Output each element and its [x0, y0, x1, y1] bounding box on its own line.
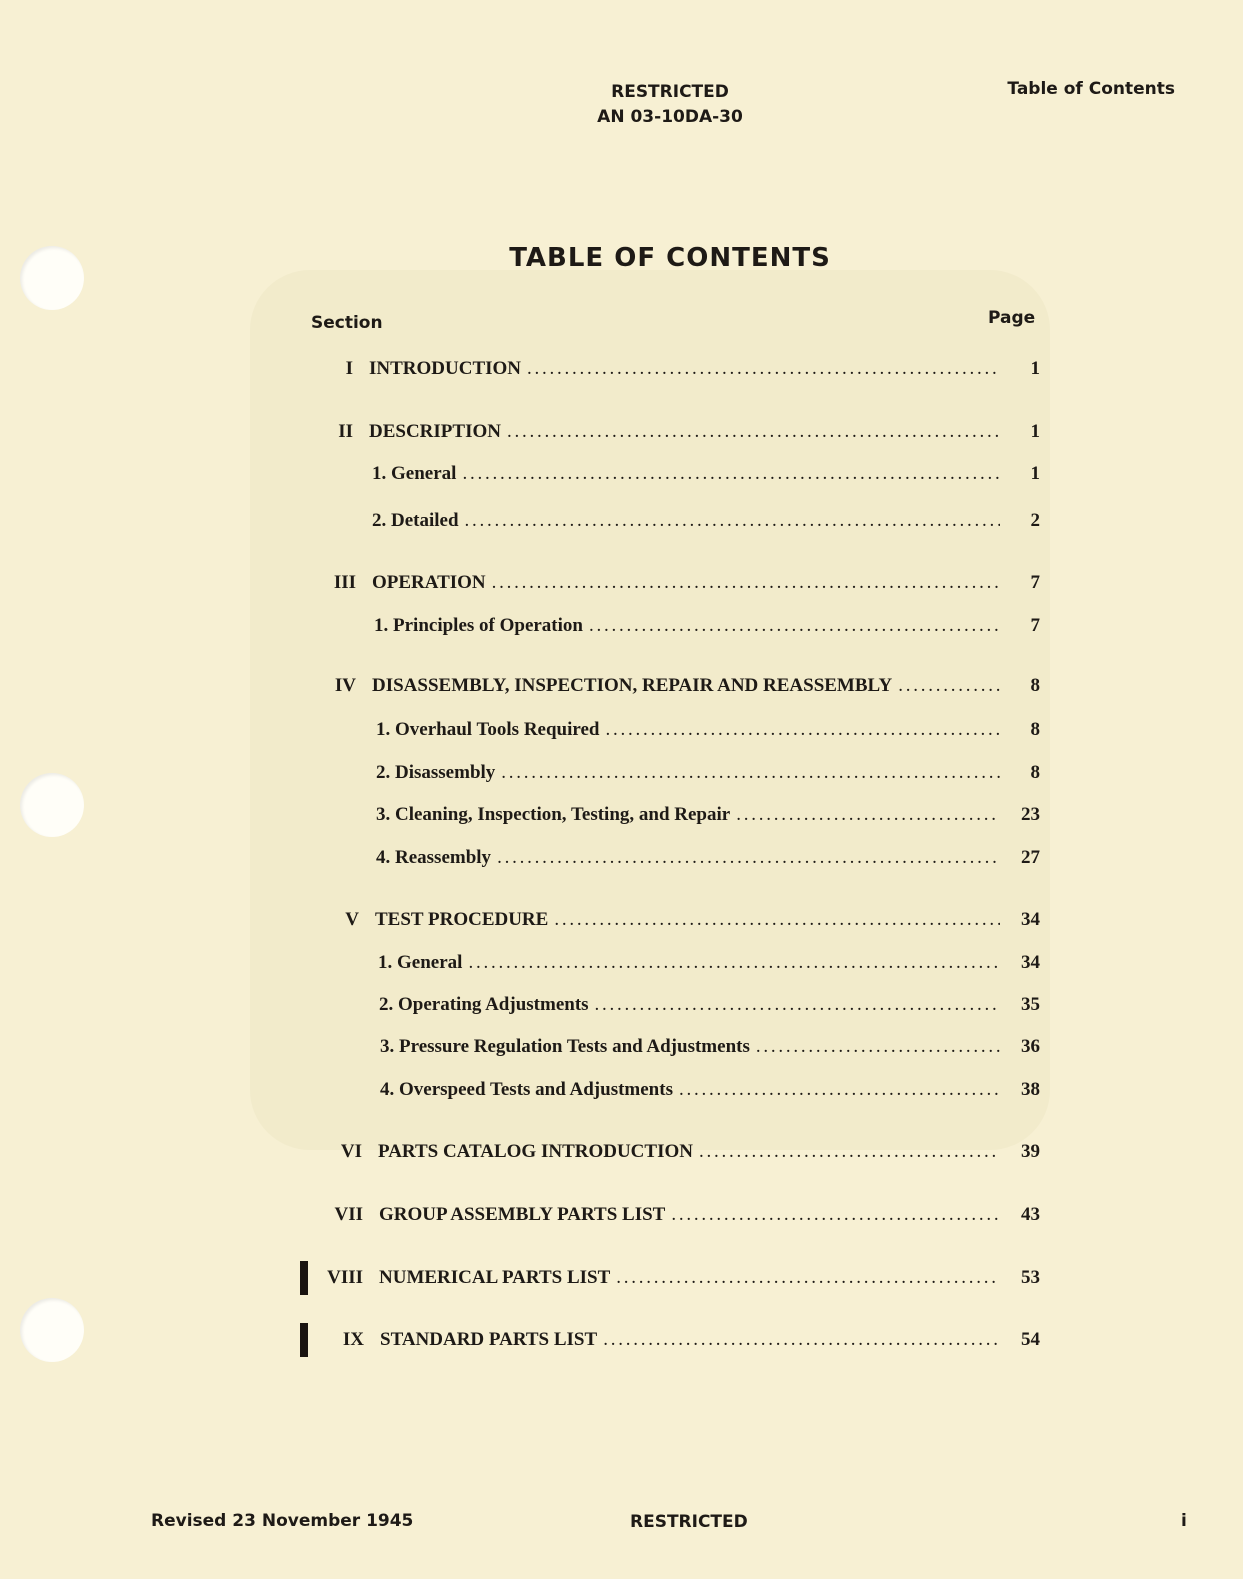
toc-entry	[300, 847, 1040, 871]
entry-page: 36	[1021, 1036, 1040, 1057]
toc-entry	[300, 909, 1040, 933]
toc-entry	[300, 719, 1040, 743]
section-number: I	[345, 358, 353, 379]
toc-entry	[300, 510, 1040, 534]
entry-title: 2. Detailed	[372, 510, 459, 531]
dot-leader	[616, 1267, 1000, 1289]
entry-page: 43	[1021, 1204, 1040, 1225]
dot-leader	[507, 421, 1000, 443]
toc-entry	[300, 804, 1040, 828]
entry-page: 39	[1021, 1141, 1040, 1162]
entry-page: 7	[1030, 572, 1040, 593]
document-number: AN 03-10DA-30	[597, 107, 743, 127]
binder-hole	[20, 246, 84, 310]
entry-page: 54	[1021, 1329, 1040, 1350]
entry-title: 2. Operating Adjustments	[379, 994, 589, 1015]
entry-title: NUMERICAL PARTS LIST	[379, 1267, 611, 1288]
toc-entry	[300, 615, 1040, 639]
section-number: VIII	[327, 1267, 363, 1288]
section-number: VI	[340, 1141, 362, 1162]
section-number: III	[333, 572, 356, 593]
dot-leader	[679, 1079, 1000, 1101]
entry-page: 27	[1021, 847, 1040, 868]
running-title: Table of Contents	[1007, 79, 1175, 99]
toc-entry	[300, 421, 1040, 445]
entry-page: 35	[1021, 994, 1040, 1015]
entry-title: OPERATION	[372, 572, 486, 593]
entry-page: 8	[1030, 762, 1040, 783]
entry-page: 7	[1030, 615, 1040, 636]
binder-hole	[20, 1298, 84, 1362]
section-number: VII	[334, 1204, 363, 1225]
entry-page: 2	[1030, 510, 1040, 531]
entry-page: 34	[1021, 909, 1040, 930]
dot-leader	[501, 762, 1000, 784]
entry-title: 2. Disassembly	[376, 762, 496, 783]
revision-bar	[300, 1323, 308, 1357]
toc-entry	[300, 762, 1040, 786]
entry-page: 53	[1021, 1267, 1040, 1288]
toc-entry	[300, 1141, 1040, 1165]
entry-title: GROUP ASSEMBLY PARTS LIST	[379, 1204, 666, 1225]
entry-page: 34	[1021, 952, 1040, 973]
entry-title: 1. Overhaul Tools Required	[376, 719, 600, 740]
dot-leader	[756, 1036, 1000, 1058]
entry-title: 4. Overspeed Tests and Adjustments	[380, 1079, 673, 1100]
revision-date: Revised 23 November 1945	[151, 1511, 414, 1531]
entry-page: 1	[1030, 463, 1040, 484]
entry-page: 23	[1021, 804, 1040, 825]
toc-entry	[300, 572, 1040, 596]
dot-leader	[595, 994, 1000, 1016]
dot-leader	[589, 615, 1000, 637]
entry-title: 3. Pressure Regulation Tests and Adjustments	[380, 1036, 750, 1057]
revision-bar	[300, 1261, 308, 1295]
page-title: TABLE OF CONTENTS	[509, 243, 831, 273]
toc-entry	[300, 1204, 1040, 1228]
dot-leader	[736, 804, 1000, 826]
entry-title: STANDARD PARTS LIST	[380, 1329, 598, 1350]
dot-leader	[699, 1141, 1000, 1163]
toc-entry	[300, 675, 1040, 699]
page-number: i	[1181, 1511, 1187, 1531]
section-number: IV	[334, 675, 356, 696]
footer-classification: RESTRICTED	[630, 1512, 748, 1532]
entry-title: 4. Reassembly	[376, 847, 492, 868]
entry-page: 1	[1030, 421, 1040, 442]
entry-title: DISASSEMBLY, INSPECTION, REPAIR AND REASSEMBLY	[372, 675, 893, 696]
section-column-header: Section	[311, 313, 383, 333]
dot-leader	[527, 358, 1000, 380]
section-number: II	[338, 421, 353, 442]
toc-entry	[300, 952, 1040, 976]
section-number: V	[345, 909, 359, 930]
entry-title: INTRODUCTION	[369, 358, 522, 379]
entry-page: 8	[1030, 719, 1040, 740]
page-column-header: Page	[988, 308, 1036, 328]
entry-title: 1. Principles of Operation	[374, 615, 583, 636]
entry-title: 1. General	[378, 952, 463, 973]
dot-leader	[898, 675, 1000, 697]
dot-leader	[462, 463, 1000, 485]
entry-title: TEST PROCEDURE	[375, 909, 549, 930]
toc-entry	[300, 358, 1040, 382]
header-classification: RESTRICTED	[611, 82, 729, 102]
entry-title: PARTS CATALOG INTRODUCTION	[378, 1141, 693, 1162]
dot-leader	[671, 1204, 1000, 1226]
entry-page: 8	[1030, 675, 1040, 696]
entry-title: 1. General	[372, 463, 457, 484]
toc-entry	[300, 994, 1040, 1018]
entry-page: 1	[1030, 358, 1040, 379]
page-stain	[250, 270, 1050, 1150]
dot-leader	[603, 1329, 1000, 1351]
toc-entry	[300, 1267, 1040, 1291]
dot-leader	[468, 952, 1000, 974]
dot-leader	[605, 719, 1000, 741]
dot-leader	[492, 572, 1000, 594]
dot-leader	[497, 847, 1000, 869]
toc-entry	[300, 1079, 1040, 1103]
entry-title: 3. Cleaning, Inspection, Testing, and Repair	[376, 804, 731, 825]
toc-entry	[300, 1036, 1040, 1060]
entry-page: 38	[1021, 1079, 1040, 1100]
dot-leader	[465, 510, 1000, 532]
dot-leader	[554, 909, 1000, 931]
section-number: IX	[342, 1329, 364, 1350]
entry-title: DESCRIPTION	[369, 421, 501, 442]
binder-hole	[20, 773, 84, 837]
toc-entry	[300, 463, 1040, 487]
toc-entry	[300, 1329, 1040, 1353]
